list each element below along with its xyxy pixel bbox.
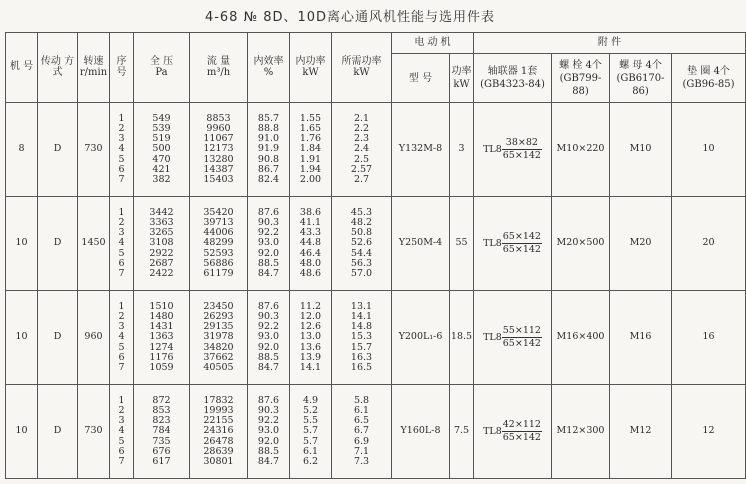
coupling-prefix: TL8 bbox=[483, 332, 502, 343]
coupling-numerator: 38×82 bbox=[502, 137, 542, 150]
efficiency-list-cell bbox=[248, 103, 290, 197]
table-row bbox=[6, 197, 746, 291]
motor-model-cell: Y132M-8 bbox=[392, 103, 450, 197]
coupling-cell bbox=[474, 291, 552, 385]
bolt-cell: M12×300 bbox=[552, 385, 610, 479]
header-required-power: 所需功率 kW bbox=[332, 33, 392, 103]
header-motor-model: 型 号 bbox=[392, 54, 450, 103]
seq-list-cell bbox=[110, 103, 134, 197]
pressure-list: 549 539 519 500 470 421 382 bbox=[152, 112, 171, 185]
machine-no-cell: 8 bbox=[6, 103, 38, 197]
required-power-list-cell bbox=[332, 385, 392, 479]
inner-power-list: 38.6 41.1 43.3 44.8 46.4 48.0 48.6 bbox=[299, 206, 322, 279]
pressure-list-cell bbox=[134, 197, 190, 291]
coupling-cell bbox=[474, 197, 552, 291]
speed-cell: 960 bbox=[78, 291, 110, 385]
inner-power-list-cell bbox=[290, 385, 332, 479]
inner-power-list-cell bbox=[290, 197, 332, 291]
header-seq: 序 号 bbox=[110, 33, 134, 103]
seq-list: 1 2 3 4 5 6 7 bbox=[118, 206, 125, 279]
washer-cell: 16 bbox=[672, 291, 746, 385]
coupling-prefix: TL8 bbox=[483, 238, 502, 249]
header-efficiency: 内效率 % bbox=[248, 33, 290, 103]
required-power-list: 2.1 2.2 2.3 2.4 2.5 2.57 2.7 bbox=[350, 112, 373, 185]
motor-power-cell: 18.5 bbox=[450, 291, 474, 385]
inner-power-list: 11.2 12.0 12.6 13.0 13.6 13.9 14.1 bbox=[299, 300, 322, 373]
pressure-list-cell bbox=[134, 291, 190, 385]
table-row bbox=[6, 385, 746, 479]
drive-cell: D bbox=[38, 385, 78, 479]
speed-cell: 730 bbox=[78, 103, 110, 197]
coupling-fraction bbox=[502, 419, 542, 444]
washer-cell: 20 bbox=[672, 197, 746, 291]
washer-cell: 10 bbox=[672, 103, 746, 197]
pressure-list-cell bbox=[134, 103, 190, 197]
machine-no-cell: 10 bbox=[6, 291, 38, 385]
machine-no-cell: 10 bbox=[6, 385, 38, 479]
drive-cell: D bbox=[38, 103, 78, 197]
nut-cell: M20 bbox=[610, 197, 672, 291]
coupling-fraction bbox=[502, 231, 542, 256]
motor-model-cell: Y200L₁-6 bbox=[392, 291, 450, 385]
nut-cell: M10 bbox=[610, 103, 672, 197]
efficiency-list-cell bbox=[248, 197, 290, 291]
required-power-list-cell bbox=[332, 197, 392, 291]
required-power-list: 45.3 48.2 50.8 52.6 54.4 56.3 57.0 bbox=[350, 206, 373, 279]
machine-no-cell: 10 bbox=[6, 197, 38, 291]
header-motor-power: 功率 kW bbox=[450, 54, 474, 103]
seq-list-cell bbox=[110, 197, 134, 291]
header-bolt: 螺 栓 4个 (GB799-88) bbox=[552, 54, 610, 103]
page-title: 4-68 № 8D、10D离心通风机性能与选用件表 bbox=[204, 10, 496, 25]
header-flow: 流 量 m³/h bbox=[190, 33, 248, 103]
pressure-list-cell bbox=[134, 385, 190, 479]
bolt-cell: M16×400 bbox=[552, 291, 610, 385]
coupling-denominator: 65×142 bbox=[502, 432, 541, 443]
coupling-denominator: 65×142 bbox=[502, 150, 541, 161]
motor-power-cell: 55 bbox=[450, 197, 474, 291]
efficiency-list: 87.6 90.3 92.2 93.0 92.0 88.5 84.7 bbox=[257, 394, 280, 467]
bolt-cell: M20×500 bbox=[552, 197, 610, 291]
seq-list: 1 2 3 4 5 6 7 bbox=[118, 112, 125, 185]
pressure-list: 872 853 823 784 735 676 617 bbox=[152, 394, 171, 467]
efficiency-list-cell bbox=[248, 291, 290, 385]
coupling-numerator: 42×112 bbox=[502, 419, 541, 430]
table-row bbox=[6, 291, 746, 385]
required-power-list: 5.8 6.1 6.5 6.7 6.9 7.1 7.3 bbox=[353, 394, 370, 467]
bolt-cell: M10×220 bbox=[552, 103, 610, 197]
coupling-fraction bbox=[502, 325, 542, 350]
header-coupling: 轴联器 1套 (GB4323-84) bbox=[474, 54, 552, 103]
header-speed: 转速 r/min bbox=[78, 33, 110, 103]
coupling-cell bbox=[474, 385, 552, 479]
seq-list-cell bbox=[110, 291, 134, 385]
efficiency-list: 87.6 90.3 92.2 93.0 92.0 88.5 84.7 bbox=[257, 300, 280, 373]
required-power-list: 13.1 14.1 14.8 15.3 15.7 16.3 16.5 bbox=[350, 300, 373, 373]
flow-list-cell bbox=[190, 291, 248, 385]
inner-power-list-cell bbox=[290, 103, 332, 197]
inner-power-list-cell bbox=[290, 291, 332, 385]
drive-cell: D bbox=[38, 291, 78, 385]
coupling-denominator: 65×142 bbox=[502, 244, 541, 255]
header-motor: 电 动 机 bbox=[392, 33, 474, 54]
pressure-list: 1510 1480 1431 1363 1274 1176 1059 bbox=[149, 300, 174, 373]
nut-cell: M16 bbox=[610, 291, 672, 385]
coupling-numerator: 55×112 bbox=[502, 325, 541, 336]
coupling-cell bbox=[474, 103, 552, 197]
header-inner-power: 内功率 kW bbox=[290, 33, 332, 103]
coupling-fraction bbox=[502, 137, 542, 162]
speed-cell: 1450 bbox=[78, 197, 110, 291]
flow-list-cell bbox=[190, 197, 248, 291]
flow-list-cell bbox=[190, 385, 248, 479]
speed-cell: 730 bbox=[78, 385, 110, 479]
motor-model-cell: Y250M-4 bbox=[392, 197, 450, 291]
header-pressure: 全 压 Pa bbox=[134, 33, 190, 103]
flow-list: 23450 26293 29135 31978 34820 37662 40505 bbox=[203, 300, 234, 373]
header-washer: 垫 圈 4个 (GB96-85) bbox=[672, 54, 746, 103]
nut-cell: M12 bbox=[610, 385, 672, 479]
table-row bbox=[6, 103, 746, 197]
seq-list: 1 2 3 4 5 6 7 bbox=[118, 300, 125, 373]
coupling-prefix: TL8 bbox=[483, 144, 502, 155]
required-power-list-cell bbox=[332, 103, 392, 197]
flow-list-cell bbox=[190, 103, 248, 197]
inner-power-list: 4.9 5.2 5.5 5.7 5.7 6.1 6.2 bbox=[302, 394, 319, 467]
coupling-denominator: 65×142 bbox=[502, 338, 541, 349]
motor-power-cell: 7.5 bbox=[450, 385, 474, 479]
motor-power-cell: 3 bbox=[450, 103, 474, 197]
header-accessories: 附 件 bbox=[474, 33, 746, 54]
efficiency-list: 87.6 90.3 92.2 93.0 92.0 88.5 84.7 bbox=[257, 206, 280, 279]
header-drive: 传动 方式 bbox=[38, 33, 78, 103]
required-power-list-cell bbox=[332, 291, 392, 385]
motor-model-cell: Y160L-8 bbox=[392, 385, 450, 479]
header-machine-no: 机 号 bbox=[6, 33, 38, 103]
performance-table bbox=[5, 32, 746, 479]
header-nut: 螺 母 4个 (GB6170-86) bbox=[610, 54, 672, 103]
flow-list: 35420 39713 44006 48299 52593 56886 61179 bbox=[203, 206, 234, 279]
seq-list-cell bbox=[110, 385, 134, 479]
coupling-prefix: TL8 bbox=[483, 426, 502, 437]
seq-list: 1 2 3 4 5 6 7 bbox=[118, 394, 125, 467]
washer-cell: 12 bbox=[672, 385, 746, 479]
drive-cell: D bbox=[38, 197, 78, 291]
flow-list: 8853 9960 11067 12173 13280 14387 15403 bbox=[203, 112, 234, 185]
flow-list: 17832 19993 22155 24316 26478 28639 30801 bbox=[203, 394, 234, 467]
pressure-list: 3442 3363 3265 3108 2922 2687 2422 bbox=[149, 206, 174, 279]
efficiency-list: 85.7 88.8 91.0 91.9 90.8 86.7 82.4 bbox=[257, 112, 280, 185]
coupling-numerator: 65×142 bbox=[502, 231, 541, 242]
inner-power-list: 1.55 1.65 1.76 1.84 1.91 1.94 2.00 bbox=[299, 112, 322, 185]
efficiency-list-cell bbox=[248, 385, 290, 479]
